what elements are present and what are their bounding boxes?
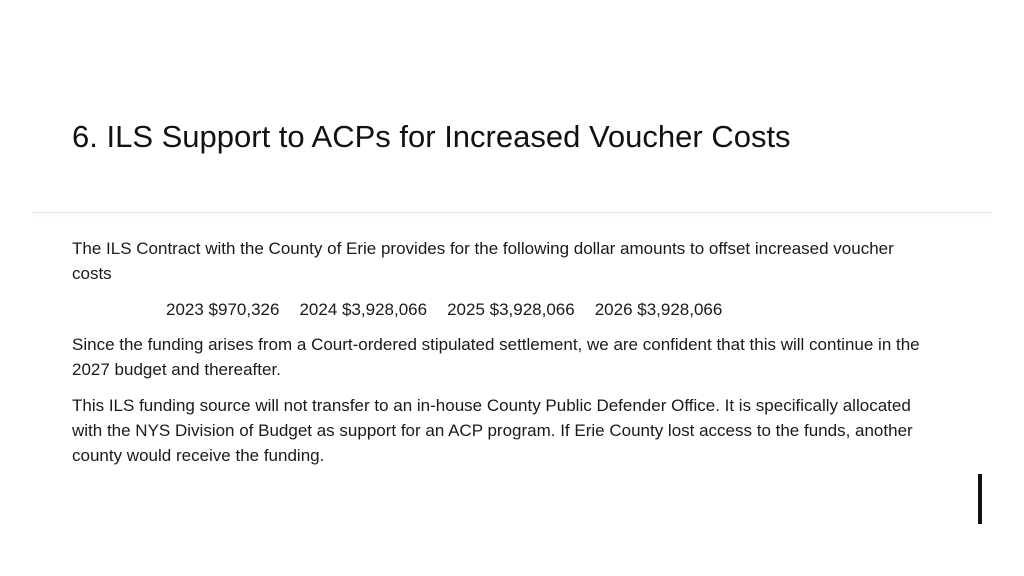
paragraph-settlement: Since the funding arises from a Court-ordered stipulated settlement, we are confident that this will continue in the 2027 budget and thereafter. [72,335,920,379]
paragraph-funding-source: This ILS funding source will not transfer to an in-house County Public Defender Office. It is specifically allocated with the NYS Division of Budget as support for an ACP program. If Erie County lost access to the funds, another county would receive the funding. [72,396,913,465]
amount-2025: 2025 $3,928,066 [447,300,575,319]
amount-2024: 2024 $3,928,066 [299,300,428,319]
slide-title: 6. ILS Support to ACPs for Increased Voucher Costs [72,119,791,154]
paragraph-contract: The ILS Contract with the County of Erie provides for the following dollar amounts to offset increased voucher costs [72,239,894,283]
accent-bar [978,474,982,524]
slide-body [72,236,932,479]
amount-2026: 2026 $3,928,066 [594,300,723,319]
amount-2023: 2023 $970,326 [166,300,280,319]
title-divider [32,212,992,213]
funding-amounts [72,297,932,322]
